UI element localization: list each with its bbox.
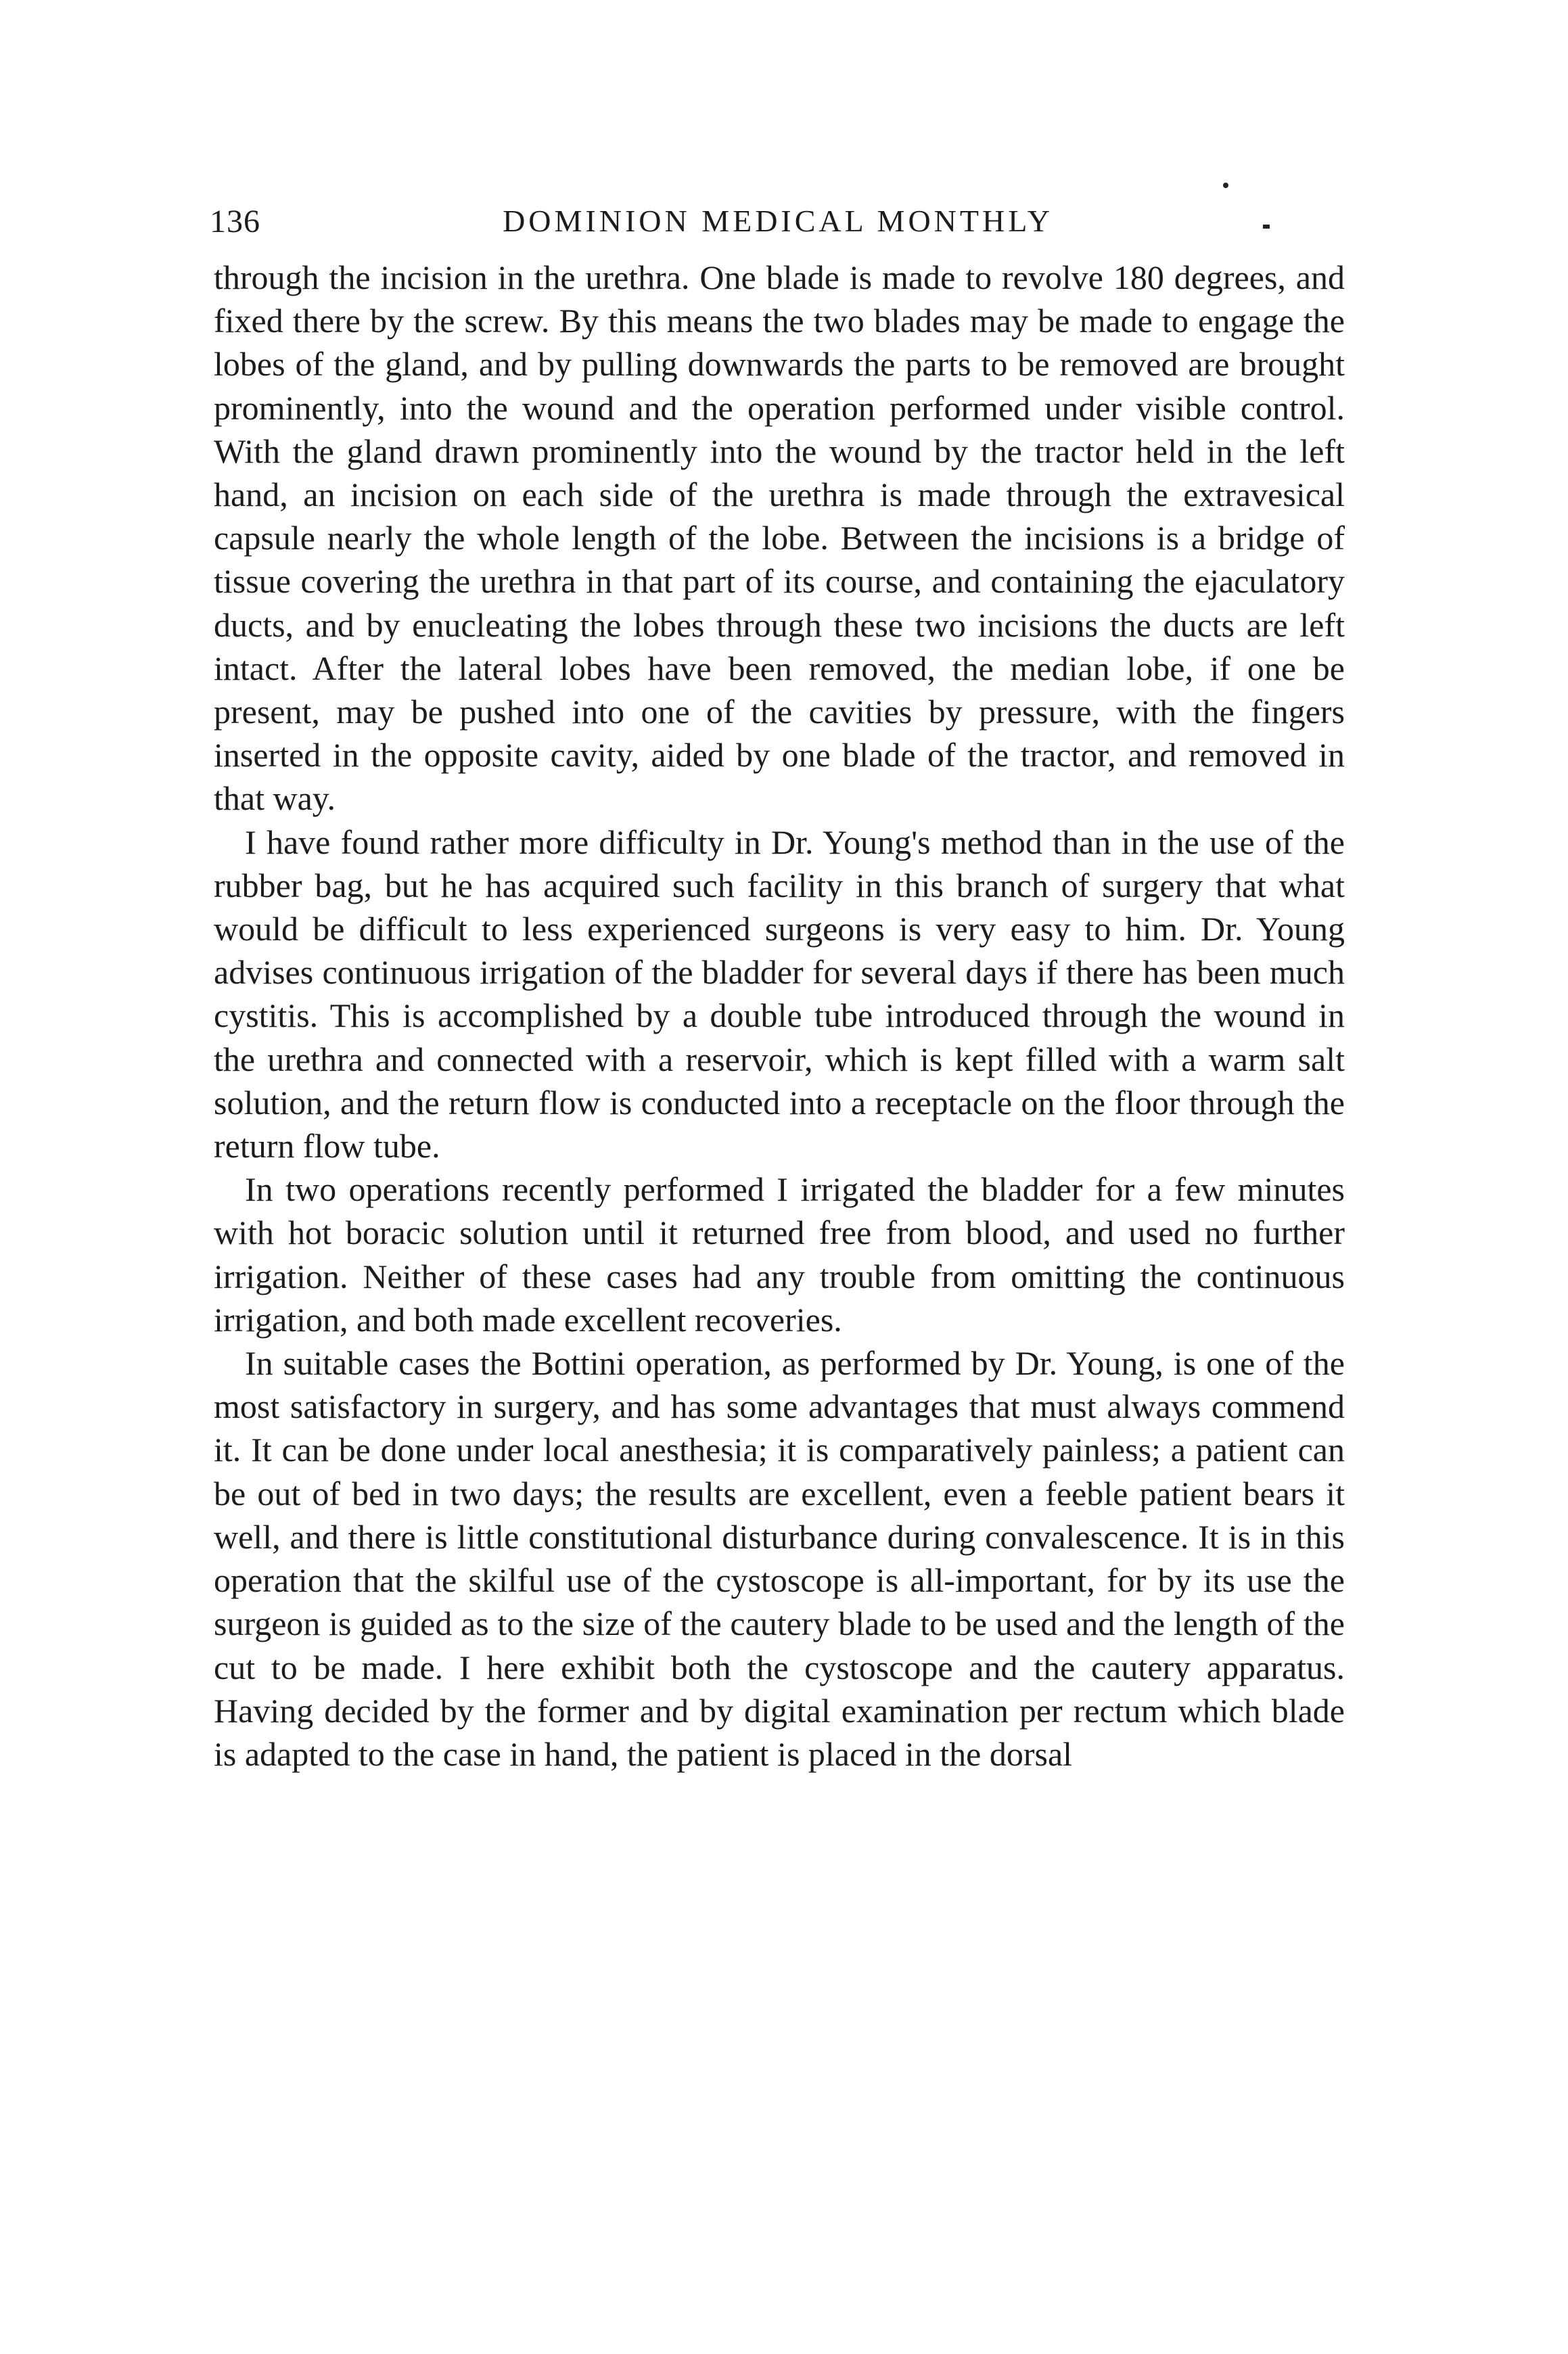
body-text	[214, 256, 1345, 1776]
paragraph: In two operations recently performed I irrigated the bladder for a few minutes with hot boracic solution until it returned free from blood, and used no further irrigation. Neither of these cases had any trouble from omitting the continuous irrigation, and both made excellent recoveries.	[214, 1170, 1345, 1339]
page-number: 136	[210, 204, 260, 239]
print-speck	[1263, 225, 1270, 229]
paragraph-continued: through the incision in the urethra. One blade is made to revolve 180 degrees, and fixed there by the screw. By this means the two blades may be made to engage the lobes of the gland, and by pulling downwards the parts to be removed are brought prominently, into the wound and the operation performed under visible control. With the gland drawn prominently into the wound by the tractor held in the left hand, an incision on each side of the urethra is made through the extravesical capsule nearly the whole length of the lobe. Between the incisions is a bridge of tissue covering the urethra in that part of its course, and containing the ejaculatory ducts, and by enucleating the lobes through these two incisions the ducts are left intact. After the lateral lobes have been removed, the median lobe, if one be present, may be pushed into one of the cavities by pressure, with the fingers inserted in the opposite cavity, aided by one blade of the tractor, and removed in that way.	[214, 258, 1345, 818]
paragraph: In suitable cases the Bottini operation, as performed by Dr. Young, is one of the most satisfactory in surgery, and has some advantages that must always commend it. It can be done under local anesthesia; it is comparatively painless; a patient can be out of bed in two days; the results are excellent, even a feeble patient bears it well, and there is little constitutional disturbance during convalescence. It is in this operation that the skilful use of the cystoscope is all-important, for by its use the surgeon is guided as to the size of the cautery blade to be used and the length of the cut to be made. I here exhibit both the cystoscope and the cautery apparatus. Having decided by the former and by digital examination per rectum which blade is adapted to the case in hand, the patient is placed in the dorsal	[214, 1344, 1345, 1773]
page-header	[210, 203, 1346, 257]
running-title: DOMINION MEDICAL MONTHLY	[503, 204, 1053, 238]
paragraph: I have found rather more difficulty in Dr. Young's method than in the use of the rubber bag, but he has acquired such facility in this branch of surgery that what would be difficult to less experienced surgeons is very easy to him. Dr. Young advises continuous irrigation of the bladder for several days if there has been much cystitis. This is accomplished by a double tube introduced through the wound in the urethra and connected with a reservoir, which is kept filled with a warm salt solution, and the return flow is conducted into a receptacle on the floor through the return flow tube.	[214, 823, 1345, 1166]
print-speck	[1223, 183, 1228, 188]
